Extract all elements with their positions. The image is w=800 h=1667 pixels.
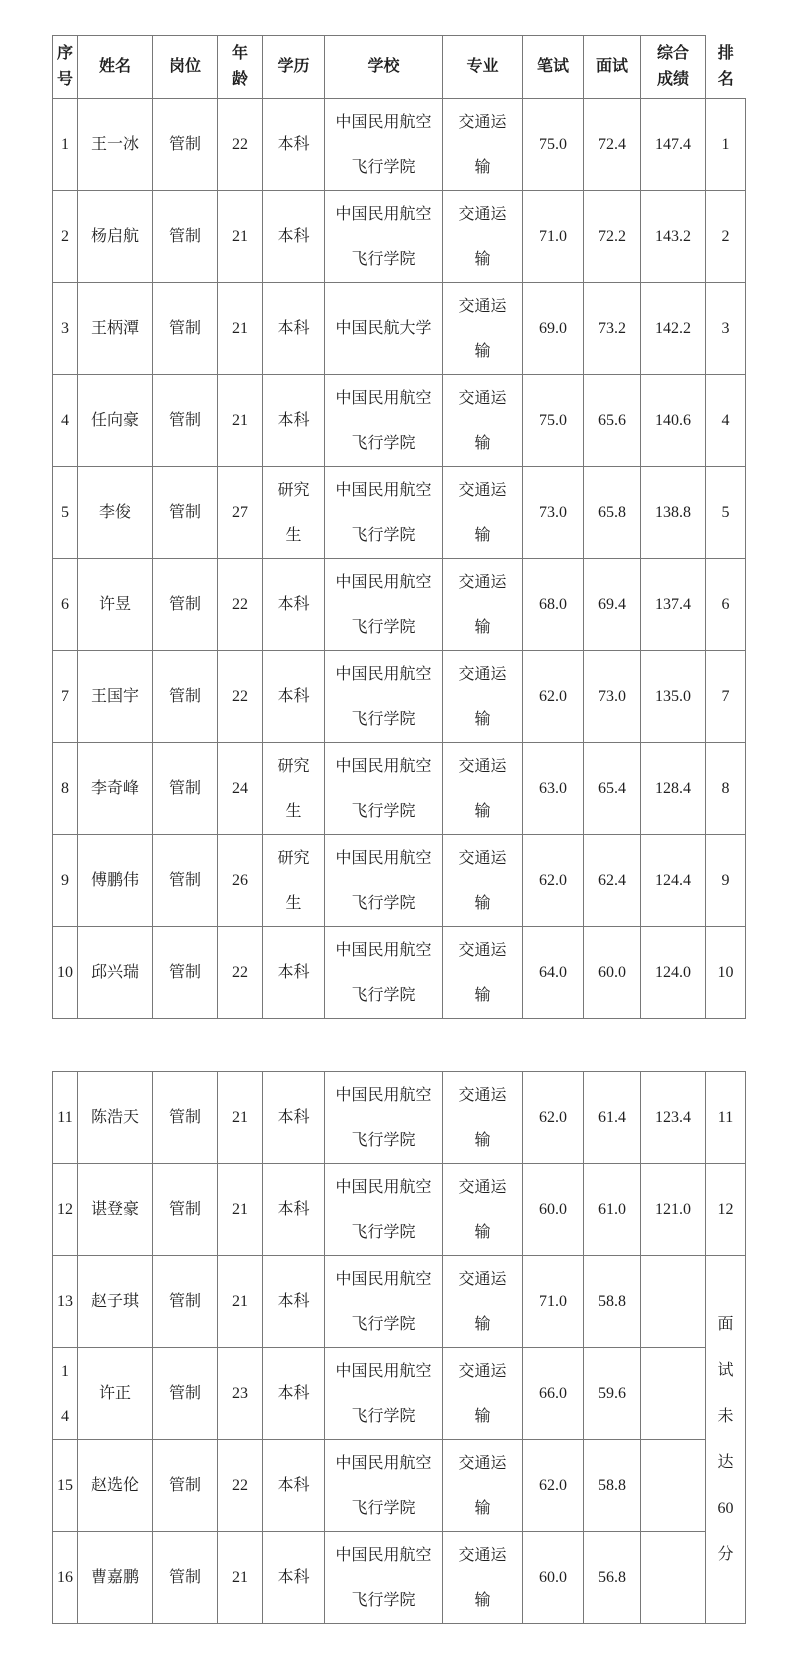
cell-position: 管制 xyxy=(153,191,218,283)
cell-written-score: 75.0 xyxy=(523,99,584,191)
cell-position: 管制 xyxy=(153,375,218,467)
cell-line: 输 xyxy=(474,710,491,728)
cell-line: 交通运 xyxy=(458,849,507,867)
cell-interview-score: 61.0 xyxy=(584,1164,641,1256)
score-table-header xyxy=(53,36,746,99)
cell-line: 输 xyxy=(474,526,491,544)
cell-line: 研究 xyxy=(277,757,310,775)
cell-line: 输 xyxy=(474,434,491,452)
score-table-page1-body xyxy=(53,99,746,1019)
cell-index xyxy=(53,1348,78,1440)
cell-interview-score: 69.4 xyxy=(584,559,641,651)
cell-total-score: 128.4 xyxy=(641,743,706,835)
cell-total-score: 137.4 xyxy=(641,559,706,651)
cell-school xyxy=(325,1164,443,1256)
cell-line: 飞行学院 xyxy=(351,1591,416,1609)
cell-index: 1 xyxy=(53,99,78,191)
cell-line: 未 xyxy=(717,1407,734,1425)
cell-interview-score: 65.6 xyxy=(584,375,641,467)
cell-written-score: 62.0 xyxy=(523,651,584,743)
cell-line: 名 xyxy=(717,70,734,88)
header-name: 姓名 xyxy=(78,36,153,99)
cell-line: 中国民用航空 xyxy=(335,389,432,407)
cell-age: 27 xyxy=(218,467,263,559)
cell-written-score: 66.0 xyxy=(523,1348,584,1440)
cell-rank: 8 xyxy=(706,743,746,835)
cell-position: 管制 xyxy=(153,559,218,651)
cell-total-score xyxy=(641,1440,706,1532)
cell-major xyxy=(443,743,523,835)
cell-major xyxy=(443,99,523,191)
cell-school xyxy=(325,99,443,191)
cell-line: 分 xyxy=(717,1545,734,1563)
header-school: 学校 xyxy=(325,36,443,99)
cell-name: 陈浩天 xyxy=(78,1072,153,1164)
cell-education: 本科 xyxy=(263,559,325,651)
cell-line: 1 xyxy=(61,1362,69,1380)
cell-line: 飞行学院 xyxy=(351,710,416,728)
cell-line: 交通运 xyxy=(458,665,507,683)
cell-education: 本科 xyxy=(263,1164,325,1256)
cell-age: 21 xyxy=(218,283,263,375)
cell-total-score: 143.2 xyxy=(641,191,706,283)
cell-total-score: 140.6 xyxy=(641,375,706,467)
cell-school xyxy=(325,927,443,1019)
header-position: 岗位 xyxy=(153,36,218,99)
cell-position: 管制 xyxy=(153,927,218,1019)
table-row xyxy=(53,1532,746,1624)
cell-line: 中国民用航空 xyxy=(335,1454,432,1472)
table-row xyxy=(53,467,746,559)
cell-name: 王柄潭 xyxy=(78,283,153,375)
cell-line: 4 xyxy=(61,1407,69,1425)
cell-position: 管制 xyxy=(153,835,218,927)
cell-line: 研究 xyxy=(277,481,310,499)
cell-line: 输 xyxy=(474,802,491,820)
cell-rank: 10 xyxy=(706,927,746,1019)
table-row xyxy=(53,283,746,375)
cell-written-score: 60.0 xyxy=(523,1164,584,1256)
cell-interview-score: 73.0 xyxy=(584,651,641,743)
cell-line: 输 xyxy=(474,158,491,176)
cell-line: 面 xyxy=(717,1315,734,1333)
cell-line: 输 xyxy=(474,1131,491,1149)
cell-line: 交通运 xyxy=(458,113,507,131)
cell-interview-score: 62.4 xyxy=(584,835,641,927)
cell-line: 序 xyxy=(56,45,73,62)
cell-line: 飞行学院 xyxy=(351,250,416,268)
header-index xyxy=(53,36,78,99)
cell-school xyxy=(325,1256,443,1348)
cell-line: 交通运 xyxy=(458,1086,507,1104)
cell-name: 赵选伦 xyxy=(78,1440,153,1532)
cell-school xyxy=(325,743,443,835)
cell-line: 中国民用航空 xyxy=(335,849,432,867)
cell-line: 飞行学院 xyxy=(351,986,416,1004)
table-row xyxy=(53,1072,746,1164)
cell-line: 中国民用航空 xyxy=(335,481,432,499)
cell-age: 26 xyxy=(218,835,263,927)
cell-line: 中国民用航空 xyxy=(335,757,432,775)
cell-education: 本科 xyxy=(263,1256,325,1348)
cell-interview-score: 65.4 xyxy=(584,743,641,835)
cell-rank: 2 xyxy=(706,191,746,283)
cell-written-score: 63.0 xyxy=(523,743,584,835)
cell-line: 年 xyxy=(231,45,248,62)
cell-interview-score: 65.8 xyxy=(584,467,641,559)
cell-line: 交通运 xyxy=(458,1270,507,1288)
cell-age: 21 xyxy=(218,191,263,283)
cell-school xyxy=(325,559,443,651)
cell-position: 管制 xyxy=(153,467,218,559)
cell-line: 研究 xyxy=(277,849,310,867)
cell-index: 5 xyxy=(53,467,78,559)
cell-major xyxy=(443,835,523,927)
cell-written-score: 62.0 xyxy=(523,1072,584,1164)
cell-written-score: 71.0 xyxy=(523,1256,584,1348)
cell-rank: 6 xyxy=(706,559,746,651)
cell-major xyxy=(443,1256,523,1348)
cell-major xyxy=(443,283,523,375)
cell-index: 6 xyxy=(53,559,78,651)
cell-interview-score: 61.4 xyxy=(584,1072,641,1164)
cell-index: 15 xyxy=(53,1440,78,1532)
cell-written-score: 68.0 xyxy=(523,559,584,651)
cell-total-score: 138.8 xyxy=(641,467,706,559)
cell-line: 飞行学院 xyxy=(351,802,416,820)
table-row xyxy=(53,191,746,283)
cell-line: 交通运 xyxy=(458,389,507,407)
cell-education: 本科 xyxy=(263,375,325,467)
cell-written-score: 73.0 xyxy=(523,467,584,559)
cell-major xyxy=(443,1532,523,1624)
cell-position: 管制 xyxy=(153,743,218,835)
cell-name: 傅鹏伟 xyxy=(78,835,153,927)
cell-index: 12 xyxy=(53,1164,78,1256)
cell-major xyxy=(443,927,523,1019)
cell-name: 李俊 xyxy=(78,467,153,559)
header-education: 学历 xyxy=(263,36,325,99)
cell-line: 中国民用航空 xyxy=(335,1270,432,1288)
cell-line: 中国民用航空 xyxy=(335,941,432,959)
header-row xyxy=(53,36,746,99)
cell-line: 飞行学院 xyxy=(351,526,416,544)
cell-line: 飞行学院 xyxy=(351,158,416,176)
cell-position: 管制 xyxy=(153,99,218,191)
cell-line: 飞行学院 xyxy=(351,434,416,452)
cell-rank: 1 xyxy=(706,99,746,191)
cell-name: 曹嘉鹏 xyxy=(78,1532,153,1624)
cell-name: 杨启航 xyxy=(78,191,153,283)
cell-line: 达 xyxy=(717,1453,734,1471)
cell-rank: 9 xyxy=(706,835,746,927)
cell-written-score: 60.0 xyxy=(523,1532,584,1624)
header-total-score xyxy=(641,36,706,99)
cell-age: 22 xyxy=(218,651,263,743)
cell-major xyxy=(443,375,523,467)
cell-school xyxy=(325,835,443,927)
cell-line: 飞行学院 xyxy=(351,1315,416,1333)
cell-education: 本科 xyxy=(263,1440,325,1532)
cell-line: 输 xyxy=(474,1315,491,1333)
cell-total-score: 124.4 xyxy=(641,835,706,927)
cell-index: 10 xyxy=(53,927,78,1019)
cell-rank: 5 xyxy=(706,467,746,559)
cell-major xyxy=(443,559,523,651)
cell-line: 交通运 xyxy=(458,1546,507,1564)
cell-line: 交通运 xyxy=(458,941,507,959)
cell-line: 龄 xyxy=(231,71,248,88)
cell-total-score xyxy=(641,1256,706,1348)
cell-major xyxy=(443,1072,523,1164)
cell-line: 生 xyxy=(285,894,302,912)
cell-line: 中国民用航空 xyxy=(335,1362,432,1380)
cell-written-score: 69.0 xyxy=(523,283,584,375)
cell-rank: 11 xyxy=(706,1072,746,1164)
cell-line: 输 xyxy=(474,894,491,912)
cell-position: 管制 xyxy=(153,283,218,375)
table-row xyxy=(53,743,746,835)
cell-school xyxy=(325,283,443,375)
cell-education: 本科 xyxy=(263,1532,325,1624)
cell-written-score: 62.0 xyxy=(523,1440,584,1532)
cell-total-score: 124.0 xyxy=(641,927,706,1019)
header-interview-score: 面试 xyxy=(584,36,641,99)
cell-line: 交通运 xyxy=(458,205,507,223)
cell-name: 邱兴瑞 xyxy=(78,927,153,1019)
cell-line: 交通运 xyxy=(458,1454,507,1472)
cell-line: 中国民用航空 xyxy=(335,1546,432,1564)
cell-line: 飞行学院 xyxy=(351,618,416,636)
cell-age: 22 xyxy=(218,99,263,191)
cell-age: 22 xyxy=(218,559,263,651)
cell-line: 生 xyxy=(285,802,302,820)
cell-line: 输 xyxy=(474,986,491,1004)
cell-line: 输 xyxy=(474,342,491,360)
cell-index: 11 xyxy=(53,1072,78,1164)
cell-major xyxy=(443,191,523,283)
cell-line: 飞行学院 xyxy=(351,894,416,912)
cell-interview-score: 73.2 xyxy=(584,283,641,375)
cell-line: 中国民用航空 xyxy=(335,1086,432,1104)
cell-rank: 3 xyxy=(706,283,746,375)
cell-age: 24 xyxy=(218,743,263,835)
cell-line: 交通运 xyxy=(458,297,507,315)
cell-line: 飞行学院 xyxy=(351,1407,416,1425)
cell-major xyxy=(443,1348,523,1440)
cell-total-score: 121.0 xyxy=(641,1164,706,1256)
cell-age: 21 xyxy=(218,1532,263,1624)
cell-name: 许昱 xyxy=(78,559,153,651)
cell-interview-score: 58.8 xyxy=(584,1440,641,1532)
cell-line: 中国民用航空 xyxy=(335,665,432,683)
cell-position: 管制 xyxy=(153,1072,218,1164)
cell-position: 管制 xyxy=(153,1256,218,1348)
cell-name: 王一冰 xyxy=(78,99,153,191)
cell-line: 交通运 xyxy=(458,1362,507,1380)
cell-position: 管制 xyxy=(153,651,218,743)
cell-written-score: 62.0 xyxy=(523,835,584,927)
table-row xyxy=(53,1440,746,1532)
cell-interview-score: 72.4 xyxy=(584,99,641,191)
header-written-score: 笔试 xyxy=(523,36,584,99)
cell-name: 任向豪 xyxy=(78,375,153,467)
cell-age: 21 xyxy=(218,1072,263,1164)
table-row xyxy=(53,559,746,651)
cell-rank: 4 xyxy=(706,375,746,467)
cell-line: 60 xyxy=(717,1499,734,1517)
cell-line: 飞行学院 xyxy=(351,1131,416,1149)
cell-position: 管制 xyxy=(153,1532,218,1624)
cell-school xyxy=(325,1348,443,1440)
cell-interview-score: 59.6 xyxy=(584,1348,641,1440)
cell-index: 9 xyxy=(53,835,78,927)
cell-major xyxy=(443,1440,523,1532)
cell-rank: 12 xyxy=(706,1164,746,1256)
cell-line: 中国民用航空 xyxy=(335,113,432,131)
cell-education: 本科 xyxy=(263,191,325,283)
score-table-page1 xyxy=(52,35,746,1019)
cell-education: 本科 xyxy=(263,651,325,743)
cell-line: 试 xyxy=(717,1361,734,1379)
cell-interview-score: 60.0 xyxy=(584,927,641,1019)
cell-line: 交通运 xyxy=(458,757,507,775)
cell-name: 许正 xyxy=(78,1348,153,1440)
cell-index: 4 xyxy=(53,375,78,467)
cell-name: 王国宇 xyxy=(78,651,153,743)
cell-line: 成绩 xyxy=(656,71,689,88)
cell-position: 管制 xyxy=(153,1348,218,1440)
cell-index: 8 xyxy=(53,743,78,835)
cell-total-score: 147.4 xyxy=(641,99,706,191)
cell-school xyxy=(325,191,443,283)
cell-line: 生 xyxy=(285,526,302,544)
cell-line: 综合 xyxy=(656,45,689,62)
header-major: 专业 xyxy=(443,36,523,99)
cell-total-score: 135.0 xyxy=(641,651,706,743)
cell-written-score: 75.0 xyxy=(523,375,584,467)
cell-age: 22 xyxy=(218,1440,263,1532)
cell-index: 3 xyxy=(53,283,78,375)
cell-school xyxy=(325,467,443,559)
cell-age: 21 xyxy=(218,375,263,467)
cell-major xyxy=(443,1164,523,1256)
cell-education xyxy=(263,743,325,835)
cell-education xyxy=(263,467,325,559)
cell-education xyxy=(263,835,325,927)
cell-age: 23 xyxy=(218,1348,263,1440)
table-row xyxy=(53,1256,746,1348)
cell-index: 7 xyxy=(53,651,78,743)
cell-total-score: 142.2 xyxy=(641,283,706,375)
table-row xyxy=(53,835,746,927)
cell-major xyxy=(443,467,523,559)
cell-line: 中国民用航空 xyxy=(335,205,432,223)
cell-total-score xyxy=(641,1532,706,1624)
cell-line: 输 xyxy=(474,250,491,268)
cell-education: 本科 xyxy=(263,927,325,1019)
cell-line: 交通运 xyxy=(458,573,507,591)
cell-index: 13 xyxy=(53,1256,78,1348)
cell-line: 飞行学院 xyxy=(351,1223,416,1241)
cell-line: 交通运 xyxy=(458,1178,507,1196)
table-row xyxy=(53,927,746,1019)
cell-name: 赵子琪 xyxy=(78,1256,153,1348)
cell-line: 输 xyxy=(474,618,491,636)
cell-position: 管制 xyxy=(153,1440,218,1532)
cell-education: 本科 xyxy=(263,99,325,191)
cell-index: 16 xyxy=(53,1532,78,1624)
cell-line: 输 xyxy=(474,1407,491,1425)
cell-line: 中国民用航空 xyxy=(335,573,432,591)
header-rank xyxy=(706,36,746,99)
cell-age: 22 xyxy=(218,927,263,1019)
cell-school xyxy=(325,375,443,467)
cell-line: 中国民航大学 xyxy=(335,320,432,337)
cell-line: 排 xyxy=(717,44,734,62)
cell-interview-score: 58.8 xyxy=(584,1256,641,1348)
cell-total-score xyxy=(641,1348,706,1440)
cell-interview-score: 56.8 xyxy=(584,1532,641,1624)
cell-total-score: 123.4 xyxy=(641,1072,706,1164)
cell-line: 飞行学院 xyxy=(351,1499,416,1517)
cell-rank: 7 xyxy=(706,651,746,743)
table-row xyxy=(53,375,746,467)
cell-name: 谌登豪 xyxy=(78,1164,153,1256)
cell-written-score: 71.0 xyxy=(523,191,584,283)
cell-line: 交通运 xyxy=(458,481,507,499)
cell-line: 输 xyxy=(474,1223,491,1241)
cell-age: 21 xyxy=(218,1164,263,1256)
cell-written-score: 64.0 xyxy=(523,927,584,1019)
interview-below-60-note xyxy=(706,1256,746,1624)
header-age xyxy=(218,36,263,99)
score-table-page2 xyxy=(52,1071,746,1624)
cell-index: 2 xyxy=(53,191,78,283)
score-table-page2-body xyxy=(53,1072,746,1624)
cell-line: 输 xyxy=(474,1499,491,1517)
cell-line: 中国民用航空 xyxy=(335,1178,432,1196)
cell-major xyxy=(443,651,523,743)
cell-education: 本科 xyxy=(263,283,325,375)
cell-interview-score: 72.2 xyxy=(584,191,641,283)
table-row xyxy=(53,99,746,191)
cell-line: 输 xyxy=(474,1591,491,1609)
cell-name: 李奇峰 xyxy=(78,743,153,835)
table-row xyxy=(53,1164,746,1256)
cell-line: 号 xyxy=(56,71,73,88)
cell-position: 管制 xyxy=(153,1164,218,1256)
table-row xyxy=(53,651,746,743)
cell-school xyxy=(325,1072,443,1164)
cell-education: 本科 xyxy=(263,1072,325,1164)
table-row xyxy=(53,1348,746,1440)
cell-school xyxy=(325,651,443,743)
cell-school xyxy=(325,1532,443,1624)
cell-school xyxy=(325,1440,443,1532)
cell-age: 21 xyxy=(218,1256,263,1348)
cell-education: 本科 xyxy=(263,1348,325,1440)
